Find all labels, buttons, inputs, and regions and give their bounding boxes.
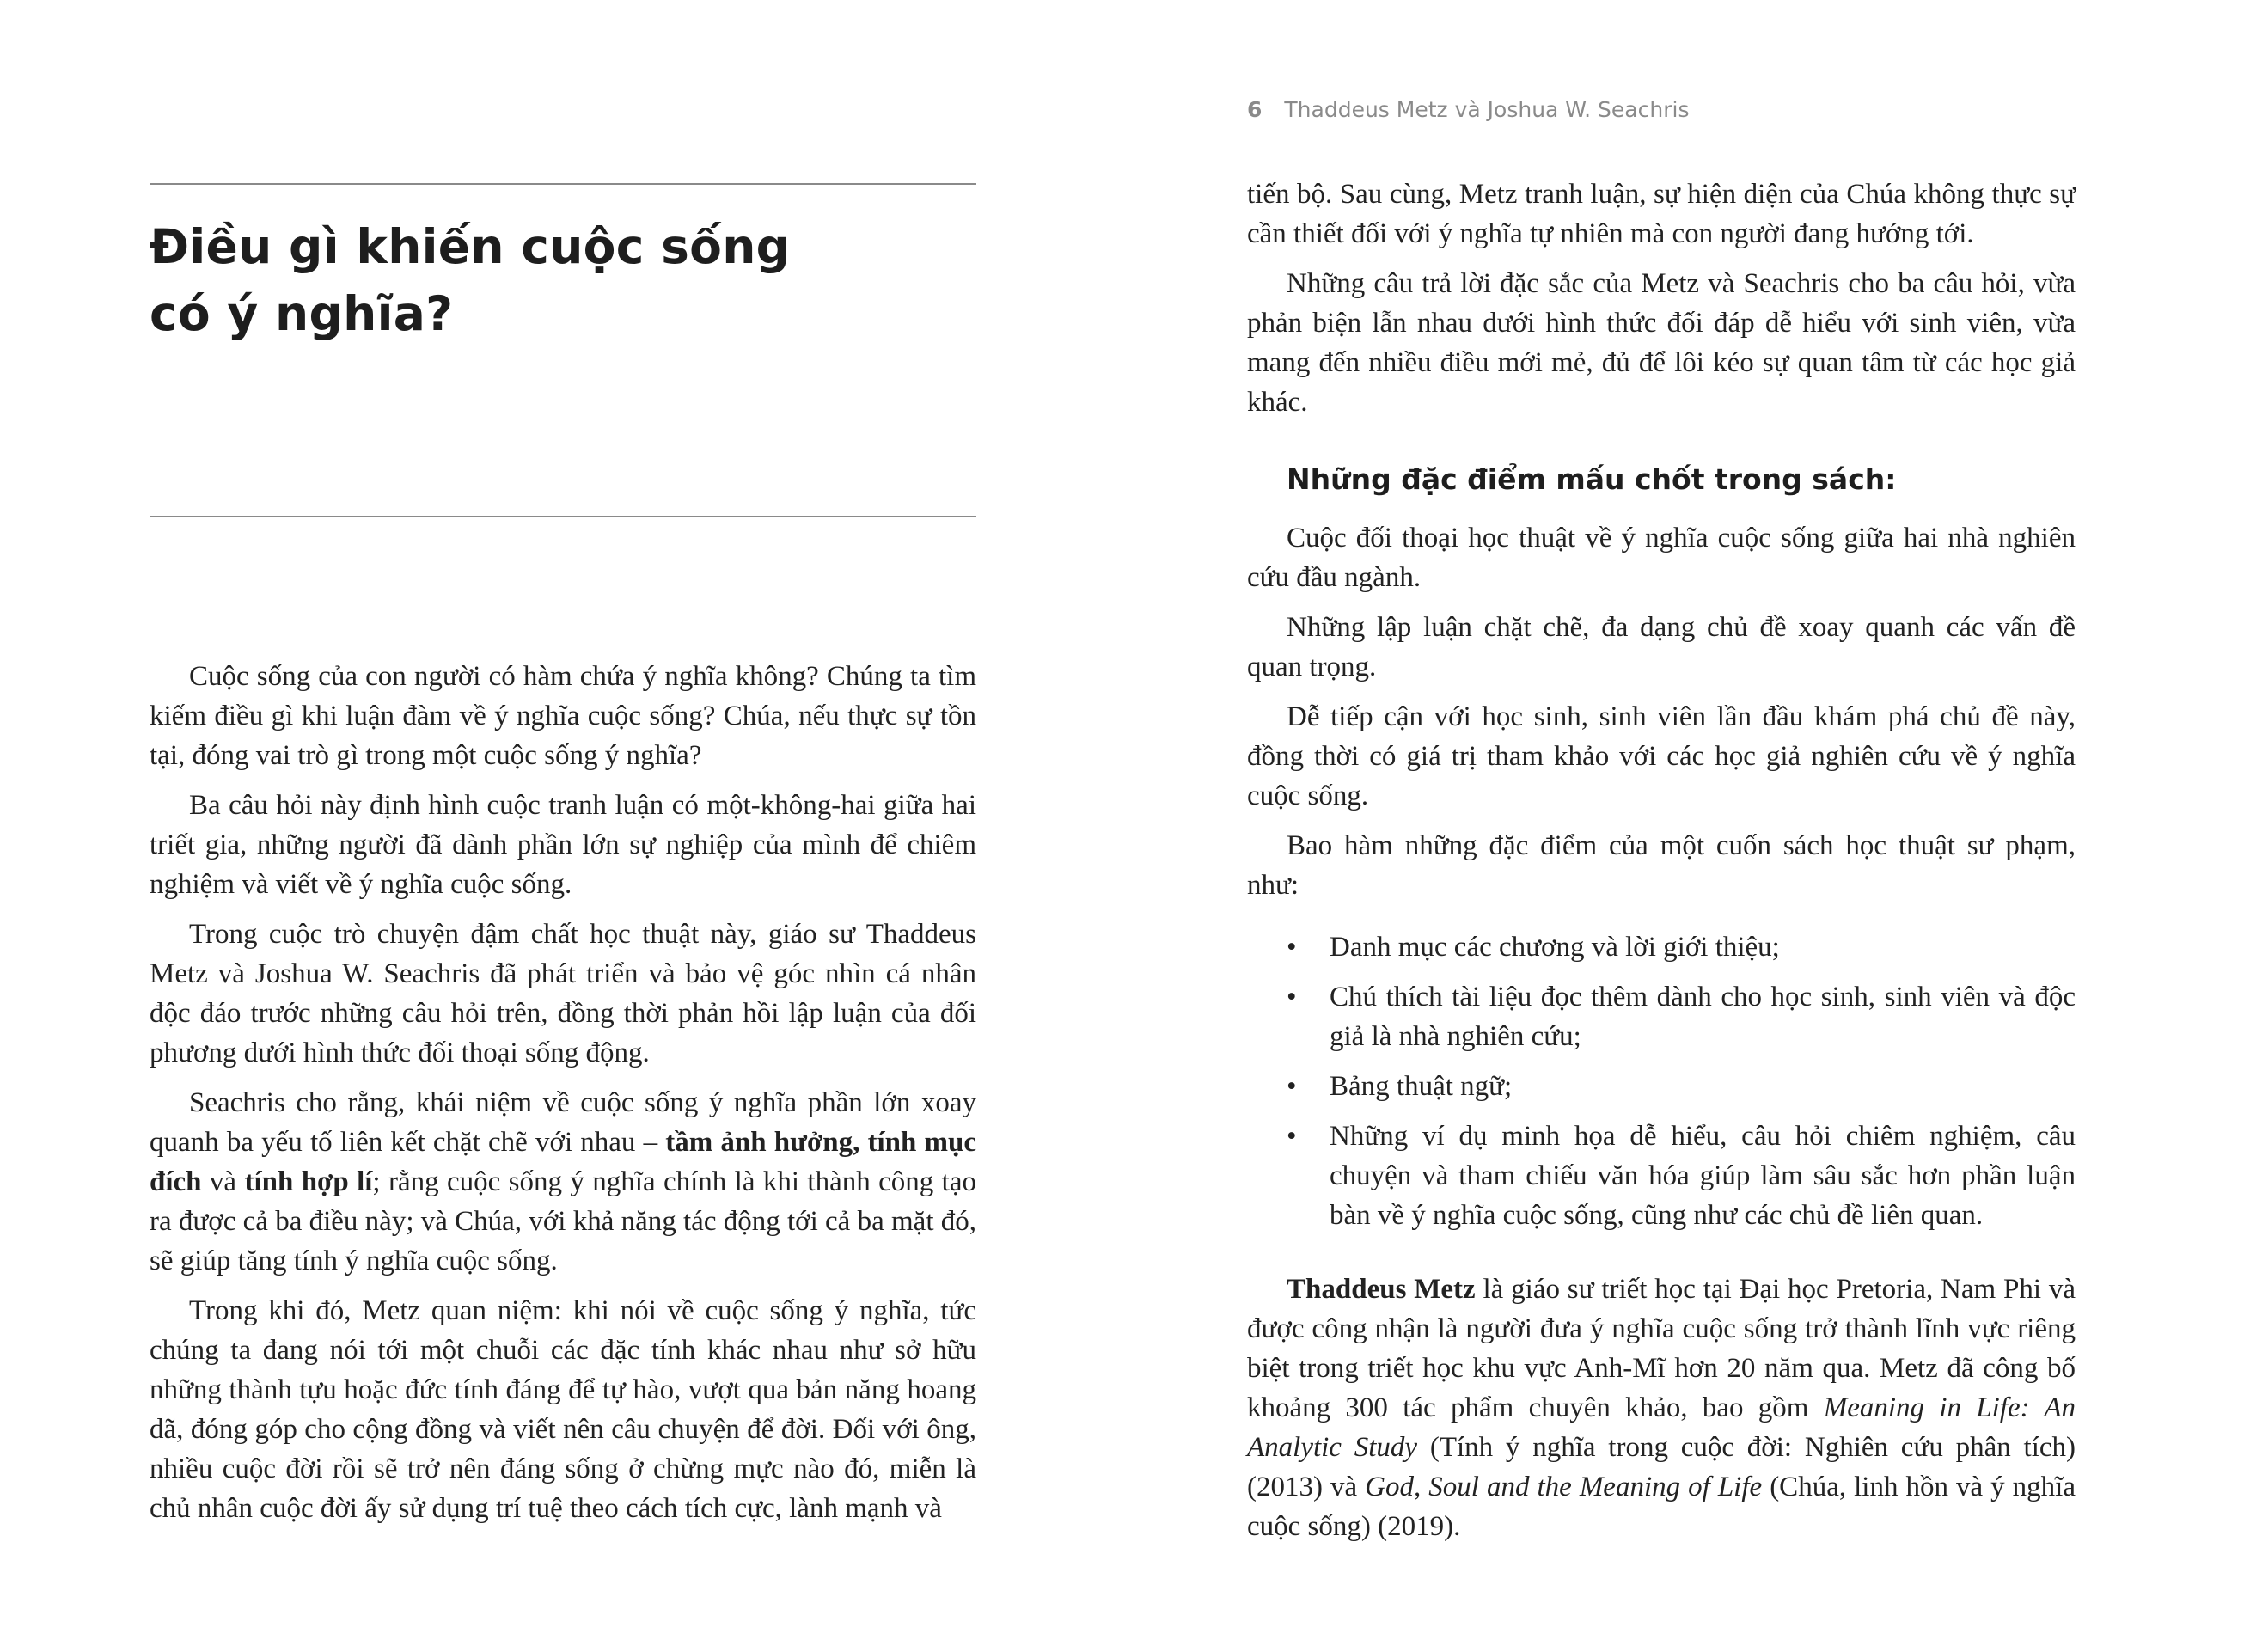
bullet-dot-icon: • [1287,1071,1297,1102]
section-heading: Những đặc điểm mấu chốt trong sách: [1287,462,1897,496]
bio-text-b: (Tính ý nghĩa trong cuộc đời: Nghiên cứu phân tích) (2013) và [1247,1432,2076,1502]
paragraph-1: Cuộc sống của con người có hàm chứa ý nghĩa không? Chúng ta tìm kiếm điều gì khi luận đàm về ý nghĩa cuộc sống? Chúa, nếu thực sự tồn tại, đóng vai trò gì trong một cuộc sống ý nghĩa? [150,661,976,771]
bullet-item-1 [1247,927,2076,967]
bullet-item-3 [1247,1067,2076,1106]
running-head [1247,97,1689,122]
feature-paragraph-1: Cuộc đối thoại học thuật về ý nghĩa cuộc sống giữa hai nhà nghiên cứu đầu ngành. [1247,523,2076,593]
bullet-dot-icon: • [1287,982,1297,1013]
bullet-dot-icon: • [1287,1121,1297,1152]
book-title-1: Meaning in Life: An Analytic Study [1247,1392,2076,1463]
paragraph-4-text-b: và [201,1166,245,1197]
paragraph-4 [150,1083,976,1281]
right-page [1122,0,2244,1652]
page-number: 6 [1247,97,1263,122]
bullet-text-3: Bảng thuật ngữ; [1330,1071,1513,1102]
paragraph-answers: Những câu trả lời đặc sắc của Metz và Seachris cho ba câu hỏi, vừa phản biện lẫn nhau dưới hình thức đối đáp dễ hiểu với sinh viên, vừa mang đến nhiều điều mới mẻ, đủ để lôi kéo sự quan tâm từ các học giả khác. [1247,268,2076,418]
book-title-2: God, Soul and the Meaning of Life [1365,1472,1763,1502]
paragraph-4-bold-1: tầm ảnh hưởng, tính mục đích [150,1127,976,1197]
author-bio-paragraph [1247,1270,2076,1546]
running-head-title: Thaddeus Metz và Joshua W. Seachris [1284,97,1690,122]
chapter-title [150,213,803,347]
bullet-dot-icon: • [1287,932,1297,963]
paragraph-4-text-a: Seachris cho rằng, khái niệm về cuộc sống ý nghĩa phần lớn xoay quanh ba yếu tố liên kết chặt chẽ với nhau – [150,1087,976,1158]
continued-paragraph: tiến bộ. Sau cùng, Metz tranh luận, sự hiện diện của Chúa không thực sự cần thiết đối với ý nghĩa tự nhiên mà con người đang hướng tới. [1247,179,2076,249]
feature-paragraph-2: Những lập luận chặt chẽ, đa dạng chủ đề xoay quanh các vấn đề quan trọng. [1247,612,2076,682]
chapter-rule-bottom [150,516,976,517]
author-name: Thaddeus Metz [1287,1274,1476,1305]
chapter-rule-top [150,183,976,185]
author-bio [1247,1270,2076,1546]
left-body-text [150,657,976,1539]
bullet-text-1: Danh mục các chương và lời giới thiệu; [1330,932,1780,963]
bullet-text-4: Những ví dụ minh họa dễ hiểu, câu hỏi chiêm nghiệm, câu chuyện và tham chiếu văn hóa giúp làm sâu sắc hơn phần luận bàn về ý nghĩa cuộc sống, cũng như các chủ đề liên quan. [1330,1121,2076,1231]
chapter-title-line-1: Điều gì khiến cuộc sống [150,219,791,274]
bio-text-a: là giáo sư triết học tại Đại học Pretoria, Nam Phi và được công nhận là người đưa ý nghĩa cuộc sống trở thành lĩnh vực riêng biệt trong triết học khu vực Anh-Mĩ hơn 20 năm qua. Metz đã công bố khoảng 300 tác phẩm chuyên khảo, bao gồm [1247,1274,2076,1423]
bullet-list [1247,927,2076,1235]
paragraph-3: Trong cuộc trò chuyện đậm chất học thuật này, giáo sư Thaddeus Metz và Joshua W. Seachris đã phát triển và bảo vệ góc nhìn cá nhân độc đáo trước những câu hỏi trên, đồng thời phản hồi lập luận của đối phương dưới hình thức đối thoại sống động. [150,919,976,1068]
right-body-text [1247,174,2076,1557]
feature-paragraph-3: Dễ tiếp cận với học sinh, sinh viên lần đầu khám phá chủ đề này, đồng thời có giá trị tham khảo với các học giả nghiên cứu về ý nghĩa cuộc sống. [1247,701,2076,811]
bio-text-c: (Chúa, linh hồn và ý nghĩa cuộc sống) (2019). [1247,1472,2076,1542]
paragraph-2: Ba câu hỏi này định hình cuộc tranh luận có một-không-hai giữa hai triết gia, những người đã dành phần lớn sự nghiệp của mình để chiêm nghiệm và viết về ý nghĩa cuộc sống. [150,790,976,900]
bullet-text-2: Chú thích tài liệu đọc thêm dành cho học sinh, sinh viên và độc giả là nhà nghiên cứu; [1330,982,2076,1052]
paragraph-5: Trong khi đó, Metz quan niệm: khi nói về cuộc sống ý nghĩa, tức chúng ta đang nói tới một chuỗi các đặc tính khác nhau như sở hữu những thành tựu hoặc đức tính đáng để tự hào, vượt qua bản năng hoang dã, đóng góp cho cộng đồng và viết nên câu chuyện để đời. Đối với ông, nhiều cuộc đời rồi sẽ trở nên đáng sống ở chừng mực nào đó, miễn là chủ nhân cuộc đời ấy sử dụng trí tuệ theo cách tích cực, lành mạnh và [150,1295,976,1524]
feature-paragraph-4: Bao hàm những đặc điểm của một cuốn sách học thuật sư phạm, như: [1247,830,2076,901]
bullet-item-2 [1247,977,2076,1056]
bullet-item-4 [1247,1117,2076,1235]
chapter-title-line-2: có ý nghĩa? [150,286,454,341]
paragraph-4-text-c: ; rằng cuộc sống ý nghĩa chính là khi thành công tạo ra được cả ba điều này; và Chúa, với khả năng tác động tới cả ba mặt đó, sẽ giúp tăng tính ý nghĩa cuộc sống. [150,1166,976,1276]
paragraph-4-bold-2: tính hợp lí [244,1166,373,1197]
